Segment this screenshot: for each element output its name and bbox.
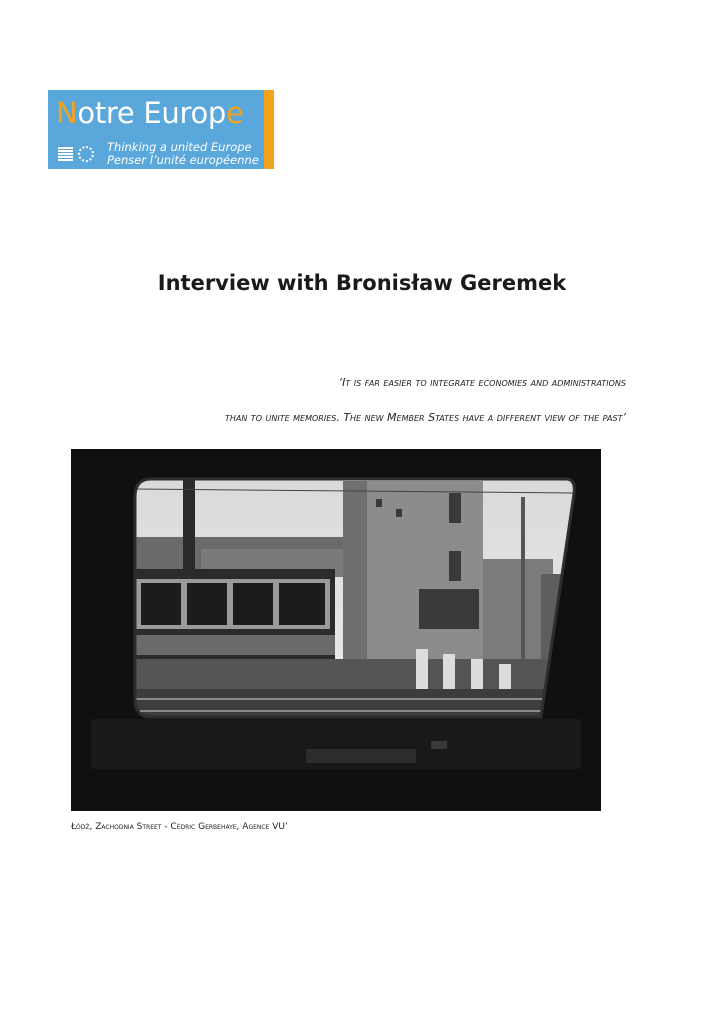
logo-name: Notre Europe — [56, 96, 244, 130]
cover-photo — [71, 449, 601, 811]
logo-tagline-en: Thinking a united Europe — [107, 140, 252, 154]
photo-caption: Łódź, Zachodnia Street - Cédric Gerbehaye, Agence VU’ — [71, 822, 288, 832]
eu-stars-icon — [78, 146, 94, 162]
notre-europe-logo — [48, 90, 274, 169]
quote-line-1: ‘It is far easier to integrate economies and administrations — [338, 376, 626, 389]
page-title: Interview with Bronisław Geremek — [157, 271, 567, 295]
logo-accent-stripe — [264, 90, 274, 169]
quote-line-2: than to unite memories. The new Member States have a different view of the past’ — [224, 411, 626, 424]
flag-icon — [58, 147, 73, 162]
logo-tagline-fr: Penser l’unité européenne — [107, 153, 259, 167]
